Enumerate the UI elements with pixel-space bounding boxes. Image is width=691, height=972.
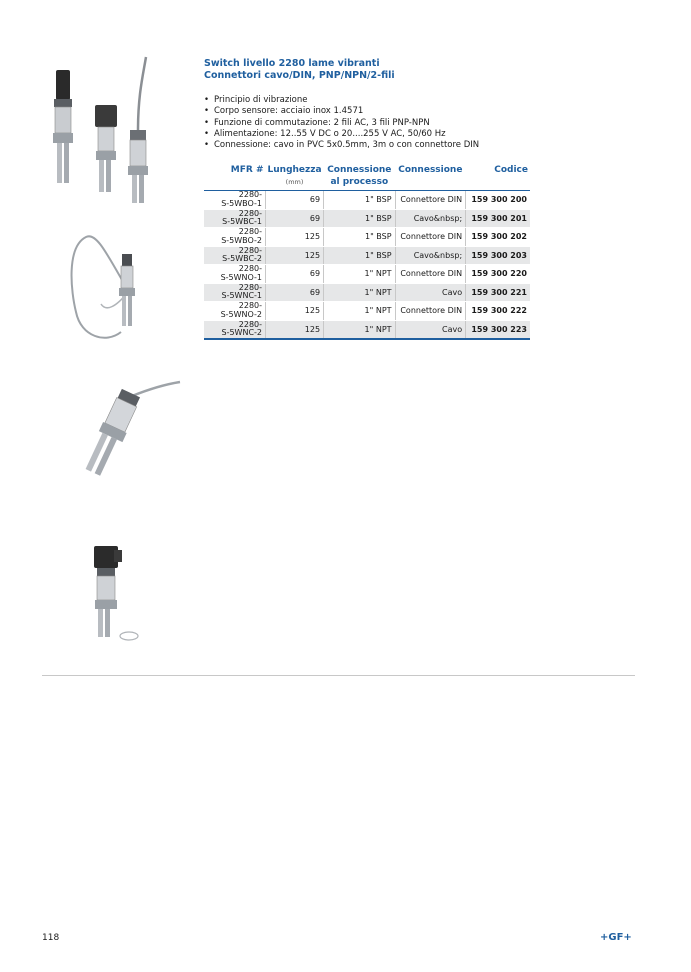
cell-process: 1" BSP [324,209,395,228]
table-row [204,302,530,321]
cell-process: 1" BSP [324,228,395,247]
cell-length: 69 [266,209,324,228]
product-photo-angled-sensor [62,378,184,483]
table-row [204,320,530,339]
feature-text: Funzione di commutazione: 2 fili AC, 3 fili PNP-NPN [214,117,430,128]
cell-process: 1" BSP [324,191,395,210]
product-photo-din-sensor [84,540,144,645]
product-photo-sensor-group [38,55,158,210]
cell-process: 1" NPT [324,320,395,339]
table-row [204,265,530,284]
cell-mfr-line-2: S-5WNO-1 [220,272,263,282]
cell-code: 159 300 223 [466,320,530,339]
table-header-row [204,165,530,191]
cell-mfr [204,228,266,247]
cell-mfr [204,191,266,210]
cell-mfr-line-2: S-5WBC-1 [222,217,263,227]
cell-code: 159 300 220 [466,265,530,284]
cell-mfr-line-2: S-5WNC-1 [221,291,263,301]
cell-mfr [204,302,266,321]
table-row [204,209,530,228]
cell-length: 125 [266,246,324,265]
bullet-icon: • [204,128,210,139]
cell-mfr [204,246,266,265]
cell-code: 159 300 222 [466,302,530,321]
table-row [204,283,530,302]
cell-mfr-line-1: 2280- [238,282,263,292]
col-header-connection [395,165,466,191]
cell-connection: Cavo&nbsp; [395,209,466,228]
col-header-code [466,165,530,191]
cell-mfr-line-2: S-5WNO-2 [220,309,263,319]
cell-mfr [204,209,266,228]
cell-length: 69 [266,283,324,302]
cell-mfr-line-1: 2280- [238,227,263,237]
cell-mfr-line-1: 2280- [238,301,263,311]
feature-list [204,95,479,151]
title-line-1: Switch livello 2280 lame vibranti [204,58,380,69]
cell-length: 125 [266,302,324,321]
cell-mfr-line-1: 2280- [238,319,263,329]
bullet-icon: • [204,106,210,117]
feature-item [204,118,479,129]
col-header-length-label: Lunghezza [267,165,322,175]
feature-item [204,106,479,117]
col-header-process-label-1: Connessione [327,165,392,175]
col-header-connection-label: Connessione [398,165,463,175]
cell-mfr-line-1: 2280- [238,190,263,200]
feature-text: Corpo sensore: acciaio inox 1.4571 [214,106,364,117]
cell-connection: Cavo [395,320,466,339]
feature-item [204,129,479,140]
feature-item [204,95,479,106]
cell-mfr [204,320,266,339]
cell-connection: Connettore DIN [395,265,466,284]
feature-text: Principio di vibrazione [214,95,308,105]
col-header-mfr [204,165,266,191]
cell-connection: Connettore DIN [395,228,466,247]
divider-line [42,675,635,676]
col-header-process-label-2: al processo [330,177,389,187]
col-header-mfr-label: MFR # [230,165,264,175]
cell-mfr-line-2: S-5WBO-1 [221,198,263,208]
cell-code: 159 300 202 [466,228,530,247]
cell-length: 125 [266,320,324,339]
table-row [204,246,530,265]
cell-mfr-line-2: S-5WBC-2 [222,254,263,264]
cell-connection: Connettore DIN [395,191,466,210]
feature-text: Connessione: cavo in PVC 5x0.5mm, 3m o con connettore DIN [214,140,480,151]
cell-code: 159 300 221 [466,283,530,302]
feature-item [204,140,479,151]
cell-code: 159 300 203 [466,246,530,265]
cell-connection: Cavo [395,283,466,302]
product-photo-cable-sensor [66,232,158,347]
cell-code: 159 300 200 [466,191,530,210]
cell-process: 1" BSP [324,246,395,265]
cell-length: 69 [266,191,324,210]
cell-connection: Cavo&nbsp; [395,246,466,265]
cell-length: 69 [266,265,324,284]
cell-code: 159 300 201 [466,209,530,228]
title-line-2: Connettori cavo/DIN, PNP/NPN/2-fili [204,70,395,81]
col-header-length-unit: (mm) [285,178,304,186]
cell-mfr-line-1: 2280- [238,208,263,218]
cell-mfr-line-2: S-5WNC-2 [221,328,263,338]
cell-mfr-line-1: 2280- [238,245,263,255]
bullet-icon: • [204,95,210,105]
col-header-code-label: Codice [494,165,528,175]
cell-process: 1" NPT [324,302,395,321]
cell-mfr-line-1: 2280- [238,264,263,274]
cell-mfr [204,265,266,284]
product-table [204,165,530,340]
page-number: 118 [42,933,60,943]
cell-length: 125 [266,228,324,247]
product-title [204,58,395,82]
col-header-process-connection [324,165,395,191]
cell-connection: Connettore DIN [395,302,466,321]
bullet-icon: • [204,117,210,128]
feature-text: Alimentazione: 12..55 V DC o 20....255 V AC, 50/60 Hz [214,128,446,139]
cell-process: 1" NPT [324,265,395,284]
table-row [204,191,530,210]
cell-process: 1" NPT [324,283,395,302]
bullet-icon: • [204,140,210,151]
cell-mfr [204,283,266,302]
table-row [204,228,530,247]
gf-logo: +GF+ [600,932,632,943]
col-header-length [266,165,324,191]
cell-mfr-line-2: S-5WBO-2 [221,235,263,245]
